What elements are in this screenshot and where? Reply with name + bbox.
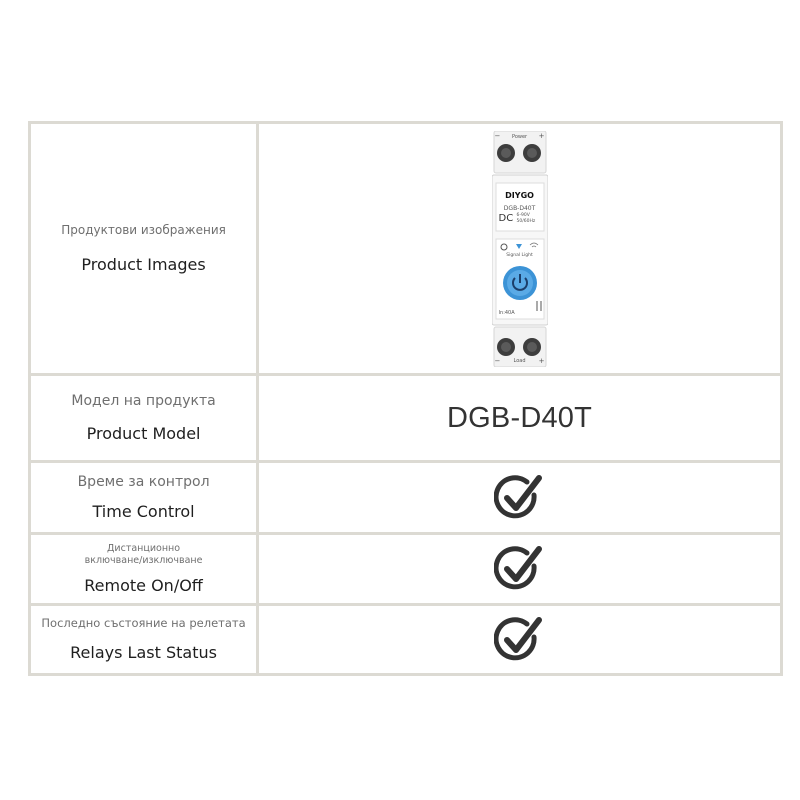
- label-en: Relays Last Status: [70, 642, 217, 662]
- model-value: DGB-D40T: [447, 401, 593, 434]
- label-en: Product Images: [81, 255, 206, 275]
- minus-sign: −: [494, 131, 501, 140]
- device-brand: DIYGO: [505, 190, 534, 200]
- label-en: Remote On/Off: [84, 576, 203, 596]
- minus-sign: −: [494, 356, 501, 365]
- product-image: [492, 131, 548, 367]
- table-row: [31, 124, 783, 376]
- label-cell: [31, 376, 259, 463]
- value-cell: [259, 463, 783, 535]
- label-bg: Дистанционно включване/изключване: [84, 542, 203, 566]
- check-circle-icon: [494, 544, 546, 594]
- label-bg: Време за контрол: [77, 473, 210, 490]
- breaker-device-icon: [492, 131, 548, 367]
- device-model: DGB-D40T: [503, 204, 536, 212]
- label-cell: [31, 463, 259, 535]
- table-row: [31, 376, 783, 463]
- label-cell: [31, 124, 259, 376]
- check-circle-icon: [494, 473, 546, 523]
- product-image-cell: [259, 124, 783, 376]
- device-dc: DC: [498, 212, 514, 224]
- device-load-label: Load: [513, 357, 526, 364]
- device-voltage: 6-90V: [516, 212, 530, 218]
- device-signal-label: Signal Light: [506, 252, 533, 258]
- spec-table: [28, 121, 783, 676]
- label-en: Time Control: [92, 502, 195, 522]
- label-bg: Последно състояние на релетата: [41, 616, 246, 631]
- label-en: Product Model: [86, 423, 201, 443]
- table-row: [31, 463, 783, 535]
- table-row: [31, 535, 783, 606]
- check-circle-icon: [494, 615, 546, 665]
- value-cell: [259, 535, 783, 606]
- value-cell: [259, 606, 783, 676]
- label-cell: [31, 535, 259, 606]
- device-power-label: Power: [511, 133, 528, 140]
- plus-sign: +: [538, 356, 545, 365]
- label-cell: [31, 606, 259, 676]
- label-bg: Модел на продукта: [71, 393, 216, 410]
- plus-sign: +: [538, 131, 545, 140]
- table-row: [31, 606, 783, 676]
- device-current: In:40A: [498, 309, 515, 316]
- label-bg: Продуктови изображения: [61, 222, 226, 237]
- device-frequency: 50/60Hz: [516, 218, 536, 224]
- value-cell: [259, 376, 783, 463]
